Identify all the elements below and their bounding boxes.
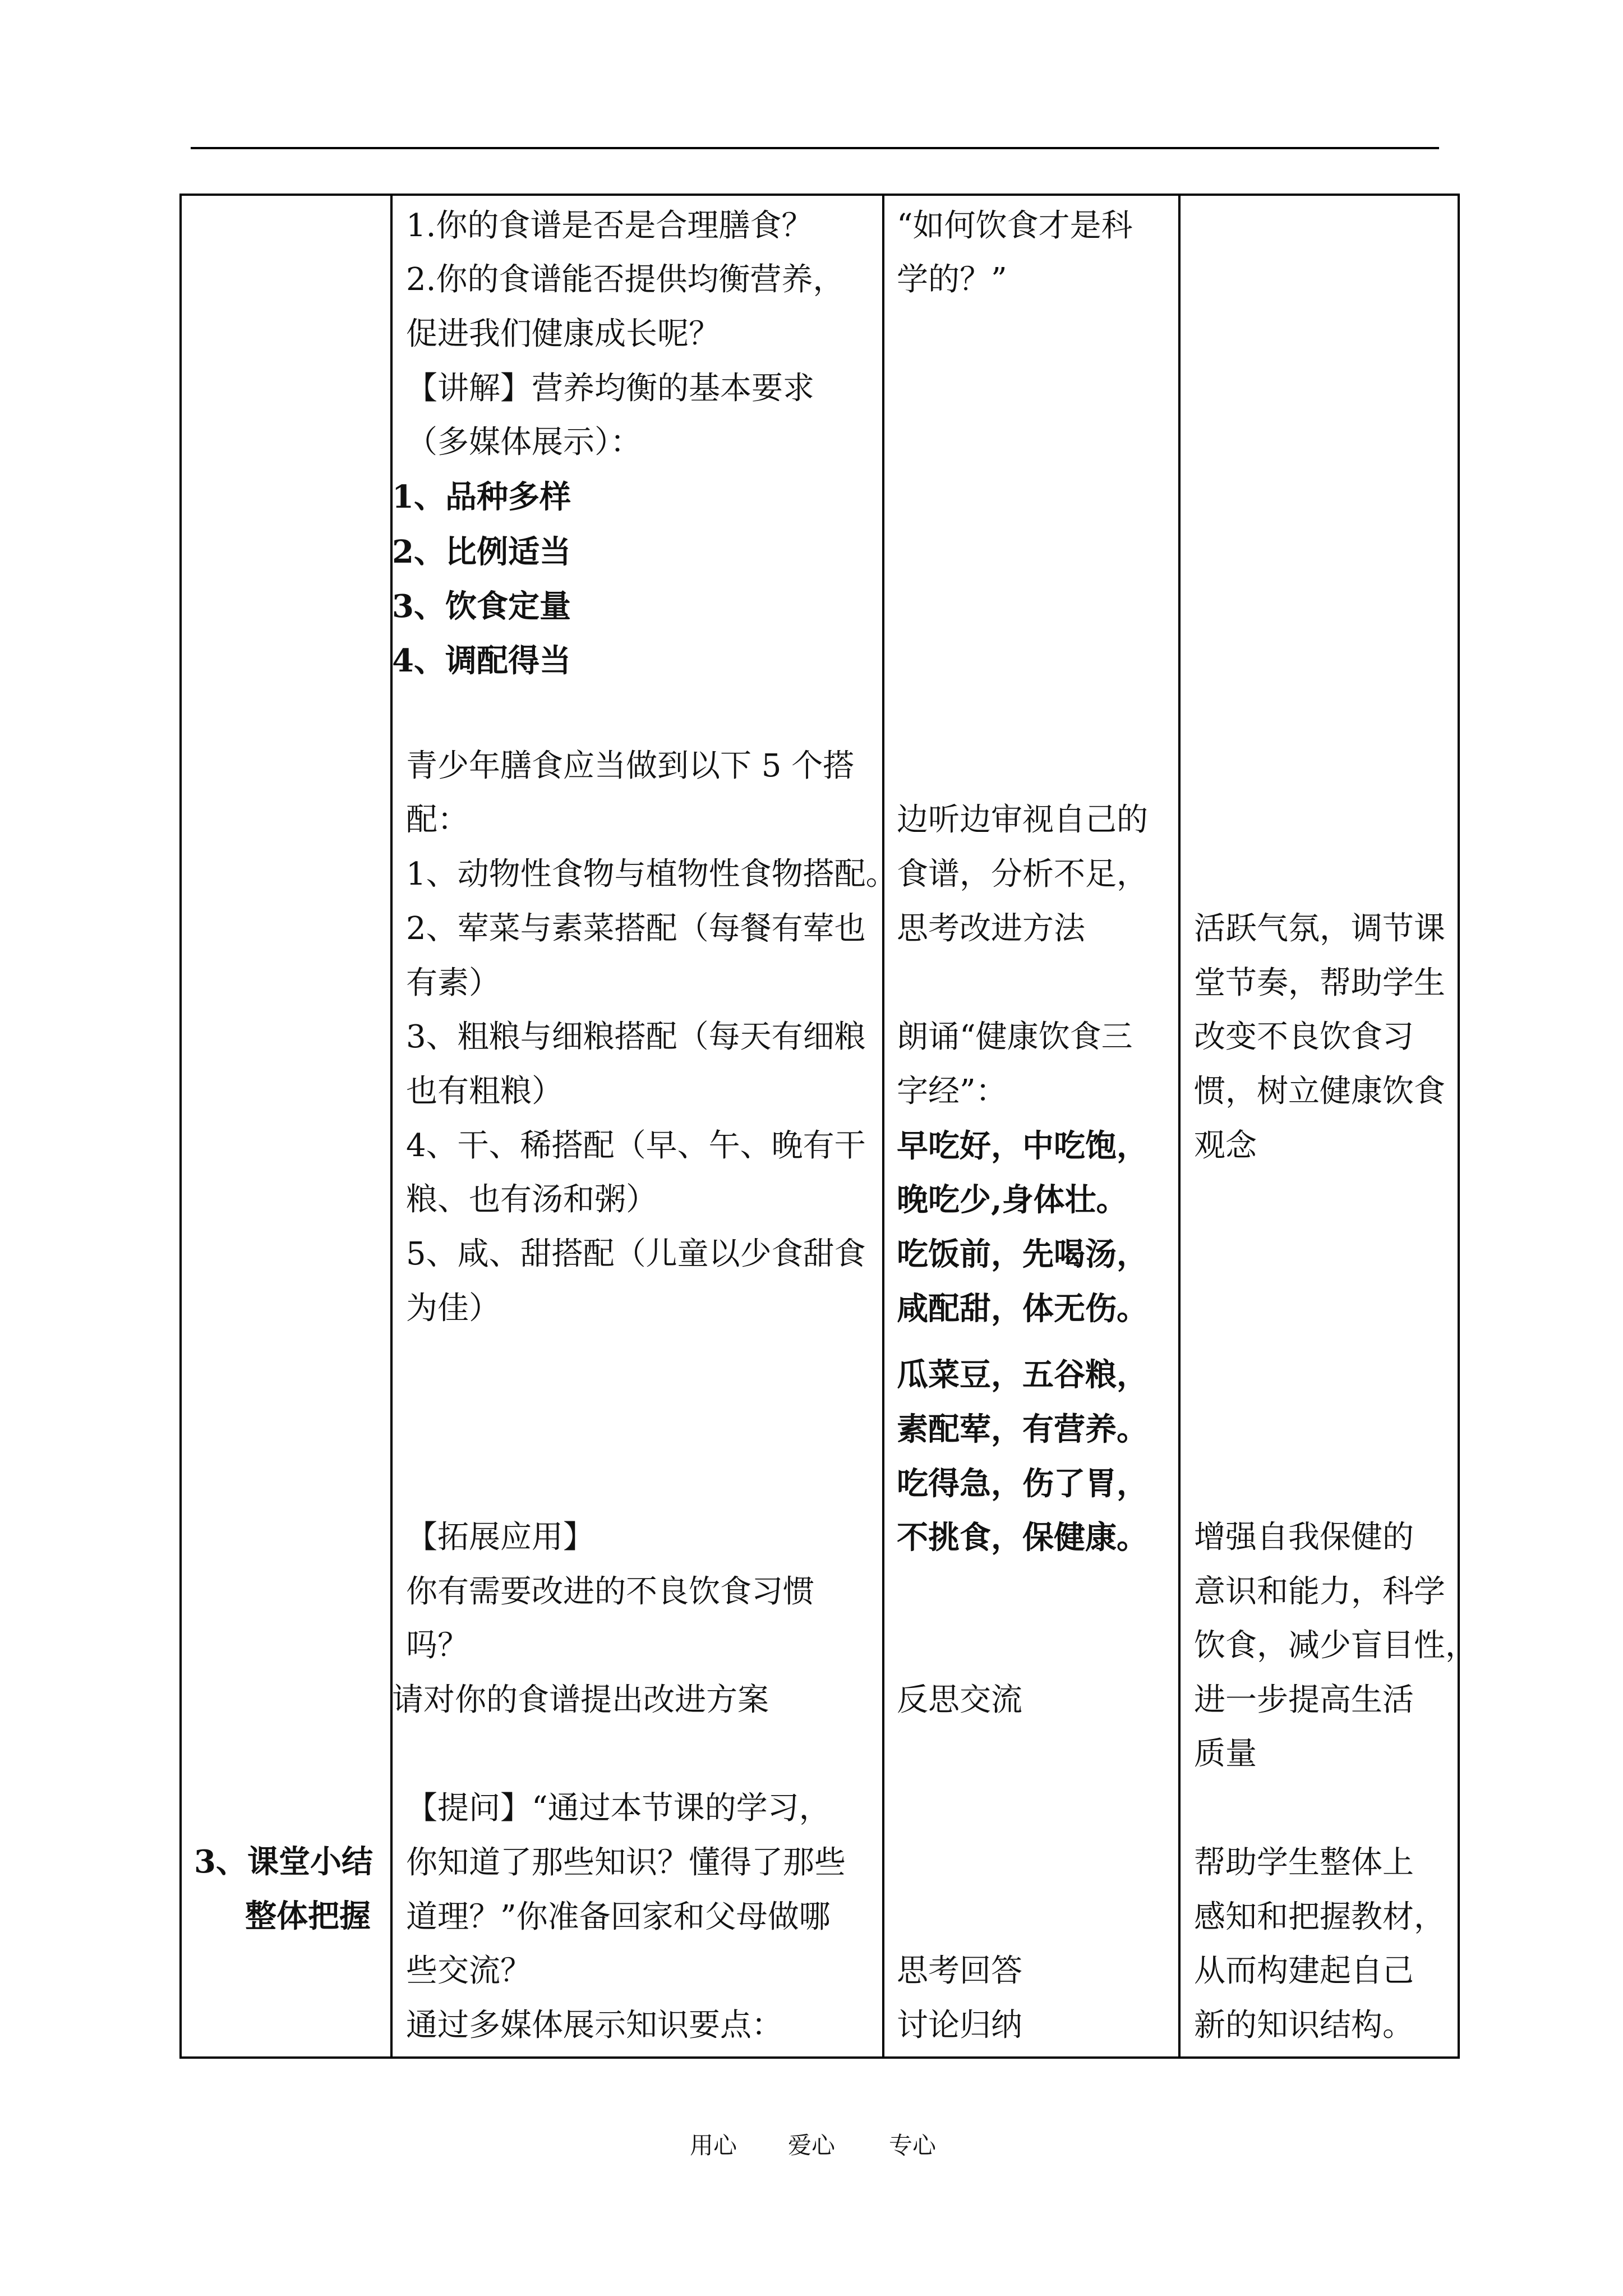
requirement: 4、调配得当 bbox=[392, 642, 571, 679]
column-divider bbox=[390, 196, 393, 2056]
student-activity: 字经”： bbox=[897, 1073, 1007, 1110]
paragraph: 请对你的食谱提出改进方案 bbox=[392, 1682, 769, 1718]
poem-line: 瓜菜豆，五谷粮， bbox=[897, 1356, 1148, 1393]
question: 2.你的食谱能否提供均衡营养， bbox=[406, 261, 845, 298]
poem-line: 咸配甜，体无伤。 bbox=[897, 1290, 1148, 1327]
design-intent: 观念 bbox=[1194, 1128, 1257, 1164]
student-activity: 朗诵“健康饮食三 bbox=[897, 1019, 1133, 1055]
student-activity: “如何饮食才是科 bbox=[897, 208, 1133, 244]
list-item: 有素） bbox=[406, 965, 500, 1001]
column-divider bbox=[882, 196, 884, 2056]
requirement: 2、比例适当 bbox=[392, 533, 571, 570]
design-intent: 进一步提高生活 bbox=[1194, 1682, 1414, 1718]
design-intent: 增强自我保健的 bbox=[1194, 1519, 1414, 1556]
footer-text: 爱心 bbox=[788, 2132, 836, 2159]
poem-line: 早吃好，中吃饱， bbox=[897, 1128, 1148, 1165]
design-intent: 感知和把握教材， bbox=[1194, 1899, 1445, 1935]
poem-line: 素配荤，有营养。 bbox=[897, 1411, 1148, 1448]
poem-line: 晚吃少,身体壮。 bbox=[897, 1181, 1128, 1218]
list-item: 粮、也有汤和粥） bbox=[406, 1181, 657, 1218]
list-item: 2、荤菜与素菜搭配（每餐有荤也 bbox=[406, 910, 866, 947]
explain-heading: 【讲解】营养均衡的基本要求 bbox=[406, 370, 814, 407]
design-intent: 惯，树立健康饮食 bbox=[1194, 1073, 1445, 1110]
design-intent: 活跃气氛，调节课 bbox=[1194, 910, 1445, 947]
lesson-table bbox=[179, 194, 1477, 2059]
poem-line: 吃得急，伤了胃， bbox=[897, 1465, 1148, 1502]
question: 促进我们健康成长呢？ bbox=[406, 316, 720, 352]
section-title: 3、课堂小结 bbox=[194, 1843, 373, 1880]
student-activity: 思考回答 bbox=[897, 1953, 1022, 1989]
design-intent: 从而构建起自己 bbox=[1194, 1953, 1414, 1989]
footer-text: 专心 bbox=[889, 2132, 937, 2159]
paragraph: 道理？”你准备回家和父母做哪 bbox=[406, 1899, 831, 1935]
paragraph: 【提问】“通过本节课的学习， bbox=[406, 1790, 831, 1826]
column-divider bbox=[1178, 196, 1181, 2056]
paragraph: 配： bbox=[406, 802, 469, 838]
design-intent: 帮助学生整体上 bbox=[1194, 1844, 1414, 1881]
list-item: 1、动物性食物与植物性食物搭配。 bbox=[406, 856, 897, 892]
list-item: 也有粗粮） bbox=[406, 1073, 563, 1110]
student-activity: 边听边审视自己的 bbox=[897, 802, 1148, 838]
paragraph: 你知道了那些知识？懂得了那些 bbox=[406, 1844, 846, 1881]
list-item: 5、咸、甜搭配（儿童以少食甜食 bbox=[406, 1236, 866, 1272]
student-activity: 食谱，分析不足， bbox=[897, 856, 1148, 892]
paragraph: 通过多媒体展示知识要点： bbox=[406, 2007, 783, 2044]
design-intent: 质量 bbox=[1194, 1736, 1257, 1772]
list-item: 4、干、稀搭配（早、午、晚有干 bbox=[406, 1128, 866, 1164]
design-intent: 新的知识结构。 bbox=[1194, 2007, 1414, 2044]
paragraph: 吗？ bbox=[406, 1627, 469, 1664]
header-rule bbox=[191, 147, 1439, 149]
design-intent: 意识和能力，科学 bbox=[1194, 1573, 1445, 1610]
section-title: 整体把握 bbox=[245, 1898, 371, 1935]
explain-note: （多媒体展示）： bbox=[406, 424, 642, 461]
requirement: 3、饮食定量 bbox=[392, 588, 571, 625]
poem-line: 不挑食，保健康。 bbox=[897, 1519, 1148, 1556]
list-item: 3、粗粮与细粮搭配（每天有细粮 bbox=[406, 1019, 866, 1055]
design-intent: 堂节奏，帮助学生 bbox=[1194, 965, 1445, 1001]
design-intent: 饮食，减少盲目性， bbox=[1194, 1627, 1477, 1664]
poem-line: 吃饭前，先喝汤， bbox=[897, 1236, 1148, 1273]
design-intent: 改变不良饮食习 bbox=[1194, 1019, 1414, 1055]
paragraph: 你有需要改进的不良饮食习惯 bbox=[406, 1573, 814, 1610]
requirement: 1、品种多样 bbox=[392, 478, 571, 516]
student-activity: 讨论归纳 bbox=[897, 2007, 1022, 2044]
student-activity: 学的？” bbox=[897, 261, 1007, 298]
list-item: 为佳） bbox=[406, 1290, 500, 1327]
paragraph: 青少年膳食应当做到以下 5 个搭 bbox=[406, 748, 855, 784]
student-activity: 反思交流 bbox=[897, 1682, 1022, 1718]
paragraph: 些交流？ bbox=[406, 1953, 532, 1989]
footer-text: 用心 bbox=[690, 2132, 737, 2159]
student-activity: 思考改进方法 bbox=[897, 910, 1085, 947]
question: 1.你的食谱是否是合理膳食？ bbox=[406, 208, 813, 244]
section-heading: 【拓展应用】 bbox=[406, 1519, 594, 1556]
